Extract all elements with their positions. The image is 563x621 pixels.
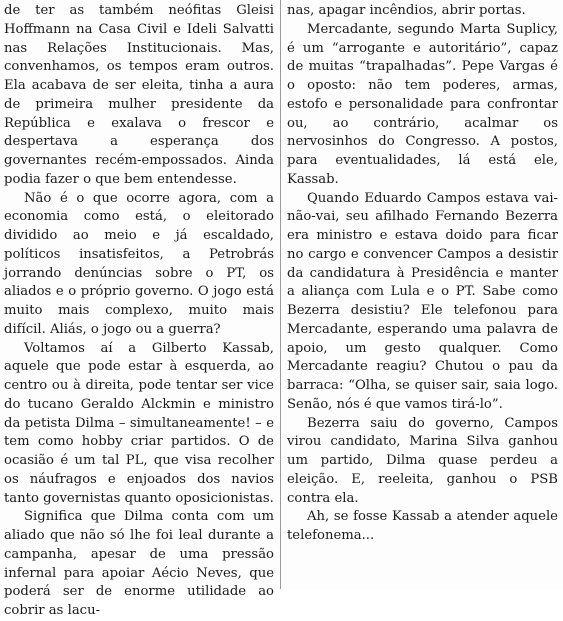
article-paragraph: Quando Eduardo Campos estava vai-não-vai, seu afilhado Fernando Bezerra era ministro e estava doido para ficar no cargo e convencer Campos a desistir da candidatura à Presidência e manter a aliança com Lula e o PT. Sabe como Bezerra desistiu? Ele telefonou para Mercadante, esperando uma palavra de apoio, um gesto qualquer. Como Mercadante reagiu? Chutou o pau da barraca: “Olha, se quiser sair, saia logo. Senão, nós é que vamos tirá-lo”.: [287, 190, 558, 412]
article-column-right: [287, 2, 558, 546]
article-paragraph: nas, apagar incêndios, abrir portas.: [287, 3, 526, 18]
article-paragraph: de ter as também neófitas Gleisi Hoffmann na Casa Civil e Ideli Salvatti nas Relações Institucionais. Mas, convenhamos, os tempos eram outros. Ela acabava de ser eleita, tinha a aura de primeira mulher presidente da República e exalava o frescor e despertava a esperança dos governantes recém-empossados. Ainda podia fazer o que bem entendesse.: [4, 3, 274, 187]
article-paragraph: Não é o que ocorre agora, com a economia como está, o eleitorado dividido ao meio e já escaldado, políticos insatisfeitos, a Petrobrás jorrando denúncias sobre o PT, os aliados e o próprio governo. O jogo está muito mais complexo, muito mais difícil. Aliás, o jogo ou a guerra?: [4, 190, 274, 337]
article-paragraph: Bezerra saiu do governo, Campos virou candidato, Marina Silva ganhou um partido, Dilma quase perdeu a eleição. E, reeleita, ganhou o PSB contra ela.: [287, 415, 558, 506]
article-paragraph: Voltamos aí a Gilberto Kassab, aquele que pode estar à esquerda, ao centro ou à direita, pode tentar ser vice do tucano Geraldo Alckmin e ministro da petista Dilma – simultaneamente! – e tem como hobby criar partidos. O de ocasião é um tal PL, que visa recolher os náufragos e enjoados dos navios tanto governistas quanto oposicionistas.: [4, 340, 274, 506]
article-column-left: [4, 2, 274, 621]
article-paragraph: Significa que Dilma conta com um aliado que não só lhe foi leal durante a campanha, apesar de uma pressão infernal para apoiar Aécio Neves, que poderá ser de enorme utilidade ao cobrir as lacu-: [4, 509, 274, 618]
article-paragraph: Ah, se fosse Kassab a atender aquele telefonema...: [287, 509, 558, 543]
article-paragraph: Mercadante, segundo Marta Suplicy, é um “arrogante e autoritário”, capaz de muitas “trapalhadas”. Pepe Vargas é o oposto: não tem poderes, armas, estofo e personalidade para confrontar ou, ao contrário, acalmar os nervosinhos do Congresso. A postos, para eventualidades, lá está ele, Kassab.: [287, 21, 558, 187]
column-divider: [280, 0, 281, 589]
